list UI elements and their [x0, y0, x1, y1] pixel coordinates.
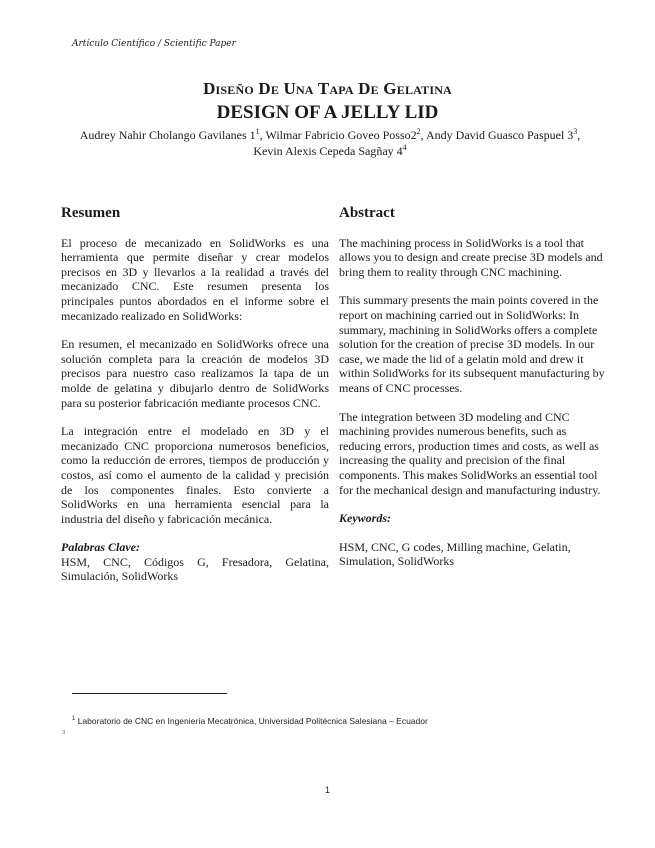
title-english: DESIGN OF A JELLY LID [216, 102, 439, 123]
author-separator: , [420, 128, 426, 142]
abstract-paragraph-2: This summary presents the main points covered in the report on machining carried out in SolidWorks: In summary, machining in SolidWorks offers a complete solution for the creation of precise 3D models. In our case, we made the lid of a gelatin mold and drew it within SolidWorks for its subsequent manufacturing by means of CNC processes. [339, 293, 605, 395]
running-header: Artículo Científico / Scientific Paper [72, 39, 236, 49]
author-3: Andy David Guasco Paspuel 3 [425, 128, 574, 142]
author-2-affiliation: 2 [416, 127, 421, 136]
resumen-paragraph-2: En resumen, el mecanizado en SolidWorks ofrece una solución completa para la creación de modelos 3D precisos para nuestro caso realizamos la tapa de un molde de gelatina y dibujarlo dentro de SolidWorks para su posterior fabricación mediante procesos CNC. [61, 337, 329, 410]
resumen-column [61, 206, 329, 598]
abstract-column [339, 206, 605, 583]
author-1: Audrey Nahir Cholango Gavilanes 1 [79, 128, 256, 142]
author-4-affiliation: 4 [402, 143, 407, 152]
footnote-divider [72, 693, 227, 694]
footnote-1 [72, 716, 428, 726]
footnote-3-mark: 3 [62, 730, 65, 736]
resumen-heading: Resumen [61, 205, 121, 221]
keywords-list: HSM, CNC, G codes, Milling machine, Gelatin, Simulation, SolidWorks [339, 539, 571, 569]
title-spanish: Diseño De Una Tapa De Gelatina [203, 79, 452, 98]
keywords-label: Keywords: [339, 511, 391, 526]
resumen-paragraph-1: El proceso de mecanizado en SolidWorks es una herramienta que permite diseñar y crear modelos precisos en 3D y llevarlos a la realidad a través del mecanizado CNC. Este resumen presenta los principales puntos abordados en el informe sobre el mecanizado realizado en SolidWorks: [61, 235, 329, 323]
palabras-clave-label: Palabras Clave: [61, 540, 140, 555]
page-number: 1 [324, 785, 330, 795]
footnote-1-text: Laboratorio de CNC en Ingeniería Mecatrónica, Universidad Politécnica Salesiana – Ecuador [75, 716, 428, 726]
abstract-paragraph-1: The machining process in SolidWorks is a tool that allows you to design and create precise 3D models and bring them to reality through CNC machining. [339, 235, 603, 279]
resumen-paragraph-3: La integración entre el modelado en 3D y el mecanizado CNC proporciona numerosos beneficios, como la reducción de errores, tiempos de producción y costos, así como el aumento de la calidad y precisión de los componentes finales. Esto convierte a SolidWorks en una herramienta esencial para la industria del diseño y fabricación mecánica. [61, 424, 329, 526]
author-separator: , [259, 128, 266, 142]
author-1-affiliation: 1 [255, 127, 260, 136]
abstract-heading: Abstract [339, 205, 395, 221]
author-3-affiliation: 3 [573, 127, 578, 136]
footnote-1-mark: 1 [72, 716, 76, 723]
palabras-clave-list: HSM, CNC, Códigos G, Fresadora, Gelatina, Simulación, SolidWorks [61, 554, 329, 584]
author-4: Kevin Alexis Cepeda Sagñay 4 [253, 144, 403, 158]
author-separator: , [577, 128, 581, 142]
author-2: Wilmar Fabricio Goveo Posso2 [265, 128, 417, 142]
abstract-paragraph-3: The integration between 3D modeling and CNC machining provides numerous benefits, such as reducing errors, production times and costs, as well as increasing the quality and precision of the final components. This makes SolidWorks an essential tool for the mechanical design and manufacturing industry. [339, 409, 601, 497]
author-list [70, 127, 590, 159]
